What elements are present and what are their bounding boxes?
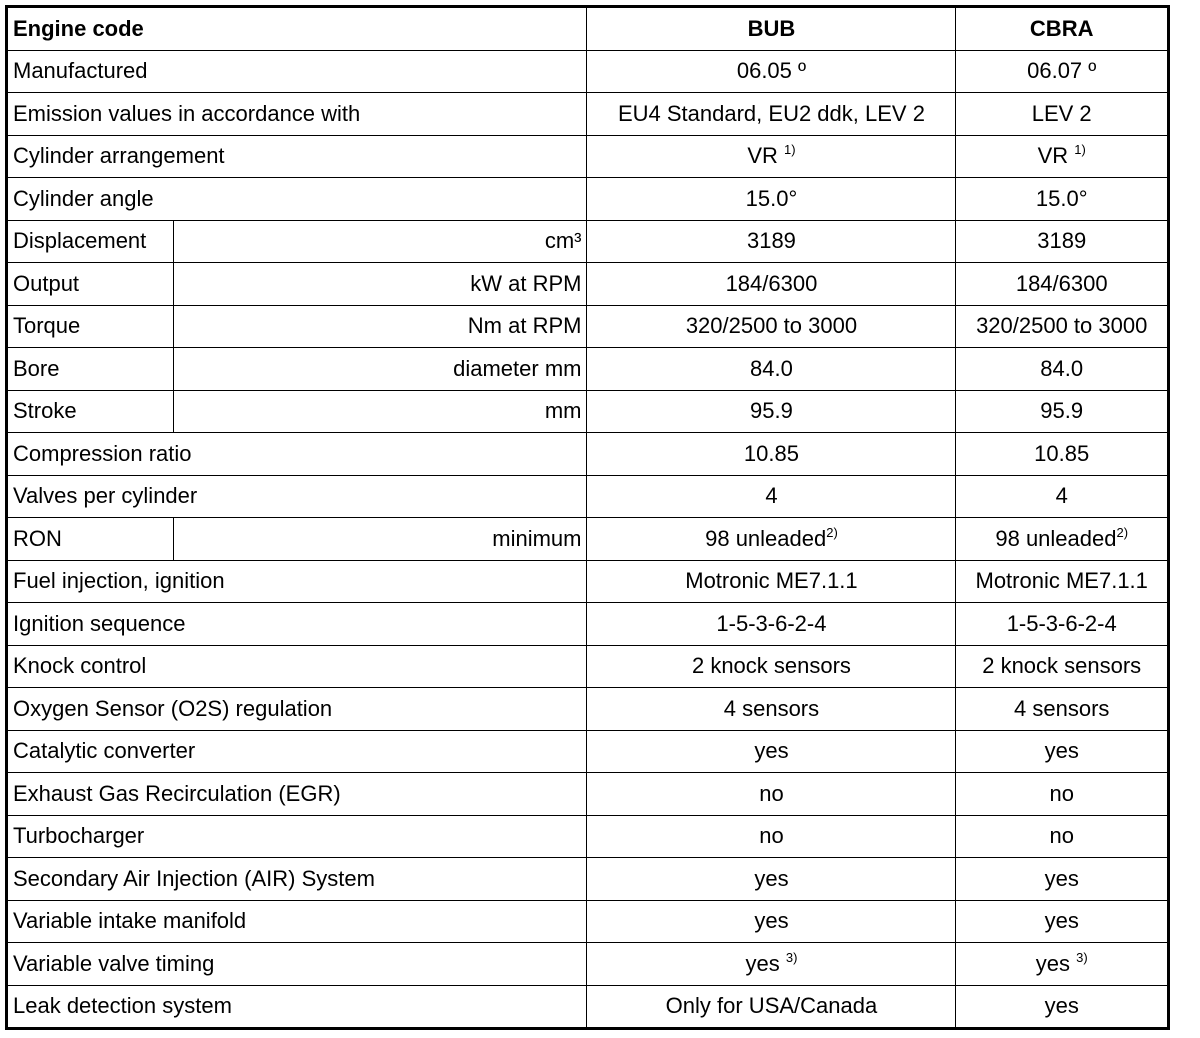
row-label: Output: [7, 263, 174, 306]
footnote-ref: 3): [1076, 949, 1088, 965]
cbra-value-text: 2 knock sensors: [982, 653, 1142, 679]
cbra-value: [956, 390, 1169, 433]
cbra-value-text: yes: [1035, 950, 1070, 976]
table-row: [7, 348, 1169, 391]
cbra-value-text: 15.0°: [1035, 185, 1088, 211]
table-row: [7, 773, 1169, 816]
row-unit: diameter mm: [174, 348, 587, 391]
cbra-value: [956, 178, 1169, 221]
row-label: RON: [7, 518, 174, 561]
bub-value: [587, 518, 956, 561]
bub-value: [587, 135, 956, 178]
cbra-value-text: 184/6300: [1015, 270, 1108, 296]
cbra-value: [956, 773, 1169, 816]
cbra-value-text: 06.07 º: [1027, 58, 1097, 84]
row-unit: minimum: [174, 518, 587, 561]
bub-value: [587, 263, 956, 306]
bub-value-text: yes: [754, 865, 789, 891]
footnote-ref: 1): [1074, 142, 1086, 158]
row-label: Catalytic converter: [7, 730, 587, 773]
header-engine-code: Engine code: [7, 7, 587, 51]
header-cbra: CBRA: [956, 7, 1169, 51]
row-label: Ignition sequence: [7, 603, 587, 646]
cbra-value-text: 320/2500 to 3000: [976, 313, 1148, 339]
cbra-value: [956, 305, 1169, 348]
cbra-value: [956, 985, 1169, 1029]
row-label: Fuel injection, ignition: [7, 560, 587, 603]
cbra-value: [956, 688, 1169, 731]
bub-value-text: 06.05 º: [736, 58, 807, 84]
row-label: Cylinder arrangement: [7, 135, 587, 178]
table-row: [7, 433, 1169, 476]
footnote-ref: 1): [784, 142, 796, 158]
table-row: [7, 943, 1169, 986]
row-unit: cm³: [174, 220, 587, 263]
cbra-value-text: 4: [1055, 483, 1068, 509]
row-label: Leak detection system: [7, 985, 587, 1029]
cbra-value-text: 4 sensors: [1014, 695, 1110, 721]
bub-value-text: Only for USA/Canada: [665, 993, 878, 1019]
cbra-value-text: 98 unleaded: [995, 525, 1117, 551]
bub-value-text: 2 knock sensors: [691, 653, 851, 679]
table-row: [7, 985, 1169, 1029]
bub-value-text: 3189: [746, 228, 796, 254]
cbra-value: [956, 603, 1169, 646]
cbra-value-text: 1-5-3-6-2-4: [1006, 610, 1117, 636]
bub-value: [587, 305, 956, 348]
row-label: Turbocharger: [7, 815, 587, 858]
table-row: [7, 263, 1169, 306]
table-row: [7, 688, 1169, 731]
cbra-value: [956, 475, 1169, 518]
table-row: [7, 178, 1169, 221]
table-row: [7, 900, 1169, 943]
row-label: Cylinder angle: [7, 178, 587, 221]
cbra-value-text: yes: [1044, 908, 1079, 934]
row-label: Torque: [7, 305, 174, 348]
cbra-value: [956, 348, 1169, 391]
bub-value: [587, 93, 956, 136]
bub-value-text: 4 sensors: [723, 695, 820, 721]
row-unit: kW at RPM: [174, 263, 587, 306]
bub-value-text: no: [759, 780, 784, 806]
bub-value-text: EU4 Standard, EU2 ddk, LEV 2: [617, 100, 925, 126]
table-row: [7, 815, 1169, 858]
table-row: [7, 645, 1169, 688]
cbra-value-text: yes: [1044, 993, 1079, 1019]
cbra-value: [956, 858, 1169, 901]
bub-value: [587, 688, 956, 731]
cbra-value: [956, 518, 1169, 561]
cbra-value-text: no: [1049, 780, 1074, 806]
bub-value: [587, 560, 956, 603]
bub-value: [587, 50, 956, 93]
cbra-value: [956, 93, 1169, 136]
table-row: [7, 93, 1169, 136]
bub-value-text: Motronic ME7.1.1: [685, 568, 858, 594]
cbra-value: [956, 135, 1169, 178]
bub-value-text: 4: [765, 483, 778, 509]
bub-value-text: 184/6300: [725, 270, 818, 296]
table-row: [7, 730, 1169, 773]
bub-value-text: no: [759, 823, 784, 849]
cbra-value: [956, 900, 1169, 943]
table-header-row: [7, 7, 1169, 51]
engine-spec-table: [5, 5, 1170, 1030]
bub-value-text: 98 unleaded: [705, 525, 827, 551]
bub-value: [587, 858, 956, 901]
table-row: [7, 475, 1169, 518]
cbra-value: [956, 943, 1169, 986]
bub-value-text: VR: [747, 143, 778, 169]
row-label: Stroke: [7, 390, 174, 433]
cbra-value-text: Motronic ME7.1.1: [975, 568, 1148, 594]
row-unit: mm: [174, 390, 587, 433]
footnote-ref: 3): [785, 949, 798, 965]
bub-value-text: yes: [754, 908, 789, 934]
cbra-value: [956, 433, 1169, 476]
row-label: Secondary Air Injection (AIR) System: [7, 858, 587, 901]
row-label: Variable valve timing: [7, 943, 587, 986]
bub-value: [587, 773, 956, 816]
header-bub: BUB: [587, 7, 956, 51]
row-label: Oxygen Sensor (O2S) regulation: [7, 688, 587, 731]
table-row: [7, 50, 1169, 93]
cbra-value-text: yes: [1044, 865, 1079, 891]
row-label: Compression ratio: [7, 433, 587, 476]
bub-value: [587, 603, 956, 646]
table-row: [7, 603, 1169, 646]
bub-value: [587, 475, 956, 518]
cbra-value-text: 95.9: [1040, 398, 1084, 424]
row-label: Exhaust Gas Recirculation (EGR): [7, 773, 587, 816]
cbra-value-text: 3189: [1037, 228, 1087, 254]
bub-value-text: yes: [754, 738, 789, 764]
bub-value: [587, 815, 956, 858]
cbra-value: [956, 815, 1169, 858]
cbra-value: [956, 560, 1169, 603]
row-label: Valves per cylinder: [7, 475, 587, 518]
row-label: Bore: [7, 348, 174, 391]
cbra-value-text: yes: [1044, 738, 1079, 764]
bub-value-text: 95.9: [750, 398, 793, 424]
bub-value: [587, 985, 956, 1029]
bub-value-text: 15.0°: [745, 185, 798, 211]
table-row: [7, 560, 1169, 603]
row-label: Emission values in accordance with: [7, 93, 587, 136]
bub-value: [587, 730, 956, 773]
bub-value: [587, 390, 956, 433]
table-row: [7, 135, 1169, 178]
bub-value-text: 84.0: [750, 355, 793, 381]
bub-value: [587, 645, 956, 688]
bub-value-text: 1-5-3-6-2-4: [716, 610, 827, 636]
footnote-ref: 2): [1116, 524, 1129, 540]
bub-value: [587, 178, 956, 221]
row-unit: Nm at RPM: [174, 305, 587, 348]
cbra-value-text: VR: [1037, 143, 1069, 169]
cbra-value: [956, 645, 1169, 688]
cbra-value: [956, 263, 1169, 306]
row-label: Displacement: [7, 220, 174, 263]
table-row: [7, 858, 1169, 901]
table-row: [7, 220, 1169, 263]
bub-value: [587, 348, 956, 391]
bub-value: [587, 220, 956, 263]
cbra-value-text: LEV 2: [1031, 100, 1092, 126]
bub-value-text: yes: [745, 950, 780, 976]
cbra-value-text: 10.85: [1034, 440, 1090, 466]
cbra-value-text: no: [1049, 823, 1074, 849]
cbra-value: [956, 50, 1169, 93]
cbra-value: [956, 220, 1169, 263]
bub-value-text: 10.85: [743, 440, 799, 466]
table-row: [7, 518, 1169, 561]
bub-value-text: 320/2500 to 3000: [685, 313, 858, 339]
table-row: [7, 390, 1169, 433]
row-label: Manufactured: [7, 50, 587, 93]
bub-value: [587, 900, 956, 943]
cbra-value-text: 84.0: [1040, 355, 1084, 381]
bub-value: [587, 433, 956, 476]
bub-value: [587, 943, 956, 986]
footnote-ref: 2): [826, 524, 838, 540]
cbra-value: [956, 730, 1169, 773]
row-label: Knock control: [7, 645, 587, 688]
table-row: [7, 305, 1169, 348]
row-label: Variable intake manifold: [7, 900, 587, 943]
